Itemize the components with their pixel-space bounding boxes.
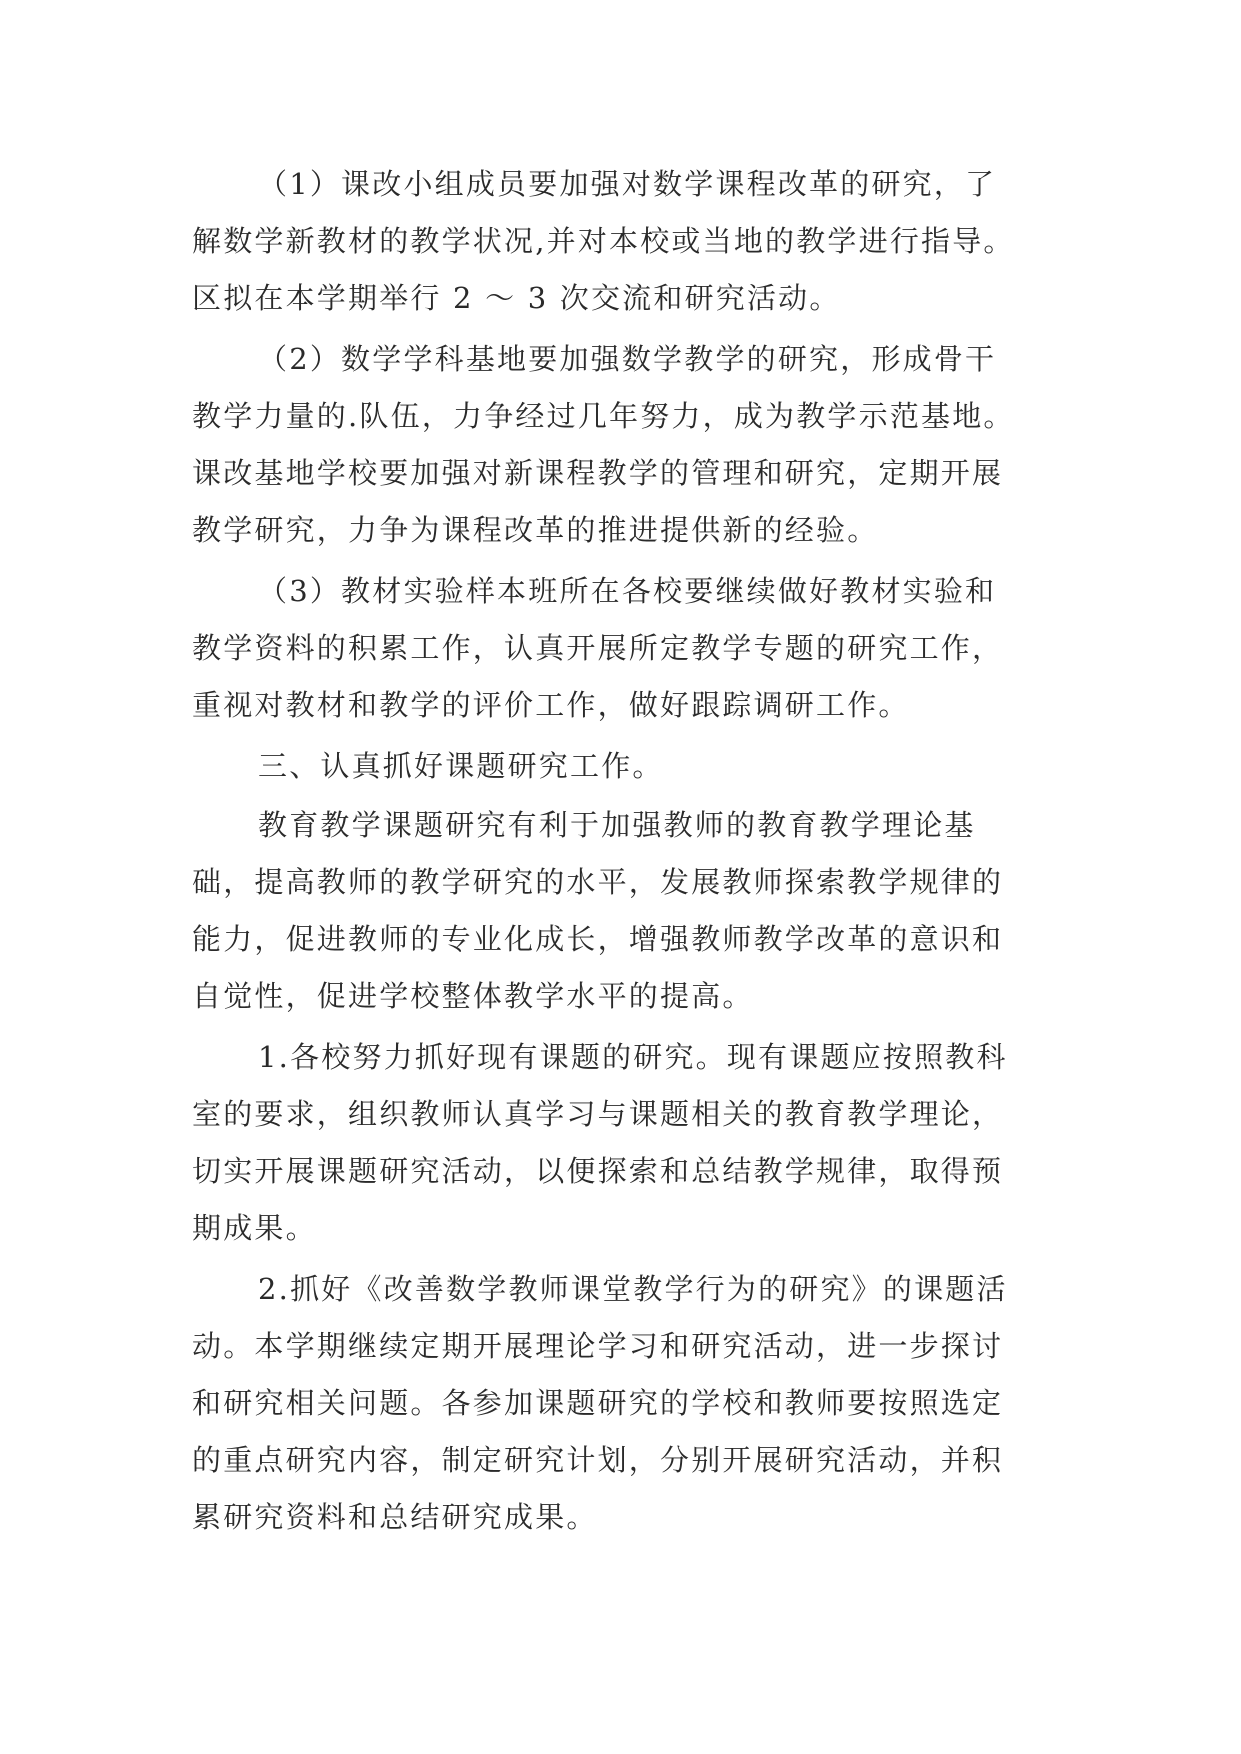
text-line: 2.抓好《改善数学教师课堂教学行为的研究》的课题活 — [258, 1272, 1008, 1306]
section-heading: 三、认真抓好课题研究工作。 — [258, 749, 664, 783]
text-line: 教学资料的积累工作，认真开展所定教学专题的研究工作， — [192, 631, 1004, 665]
text-line: 区拟在本学期举行 2 ～ 3 次交流和研究活动。 — [192, 281, 841, 315]
text-line: 期成果。 — [192, 1211, 317, 1245]
text-line: 自觉性，促进学校整体教学水平的提高。 — [192, 979, 754, 1013]
text-line: 重视对教材和教学的评价工作，做好跟踪调研工作。 — [192, 688, 910, 722]
text-line: 教学研究，力争为课程改革的推进提供新的经验。 — [192, 513, 879, 547]
text-line: 教学力量的.队伍，力争经过几年努力，成为教学示范基地。 — [192, 399, 1015, 433]
text-line: 解数学新教材的教学状况,并对本校或当地的教学进行指导。 — [192, 224, 1015, 258]
text-line: 教育教学课题研究有利于加强教师的教育教学理论基 — [258, 808, 976, 842]
text-line: （2）数学学科基地要加强数学教学的研究，形成骨干 — [258, 342, 997, 376]
text-line: 动。本学期继续定期开展理论学习和研究活动，进一步探讨 — [192, 1329, 1004, 1363]
text-line: 的重点研究内容，制定研究计划，分别开展研究活动，并积 — [192, 1443, 1004, 1477]
text-line: 和研究相关问题。各参加课题研究的学校和教师要按照选定 — [192, 1386, 1004, 1420]
text-line: 累研究资料和总结研究成果。 — [192, 1500, 598, 1534]
text-line: 课改基地学校要加强对新课程教学的管理和研究，定期开展 — [192, 456, 1004, 490]
text-line: （3）教材实验样本班所在各校要继续做好教材实验和 — [258, 574, 997, 608]
text-line: 室的要求，组织教师认真学习与课题相关的教育教学理论， — [192, 1097, 1004, 1131]
text-line: （1）课改小组成员要加强对数学课程改革的研究，了 — [258, 167, 997, 201]
text-line: 1.各校努力抓好现有课题的研究。现有课题应按照教科 — [258, 1040, 1008, 1074]
text-line: 切实开展课题研究活动，以便探索和总结教学规律，取得预 — [192, 1154, 1004, 1188]
text-line: 能力，促进教师的专业化成长，增强教师教学改革的意识和 — [192, 922, 1004, 956]
text-line: 础，提高教师的教学研究的水平，发展教师探索教学规律的 — [192, 865, 1004, 899]
